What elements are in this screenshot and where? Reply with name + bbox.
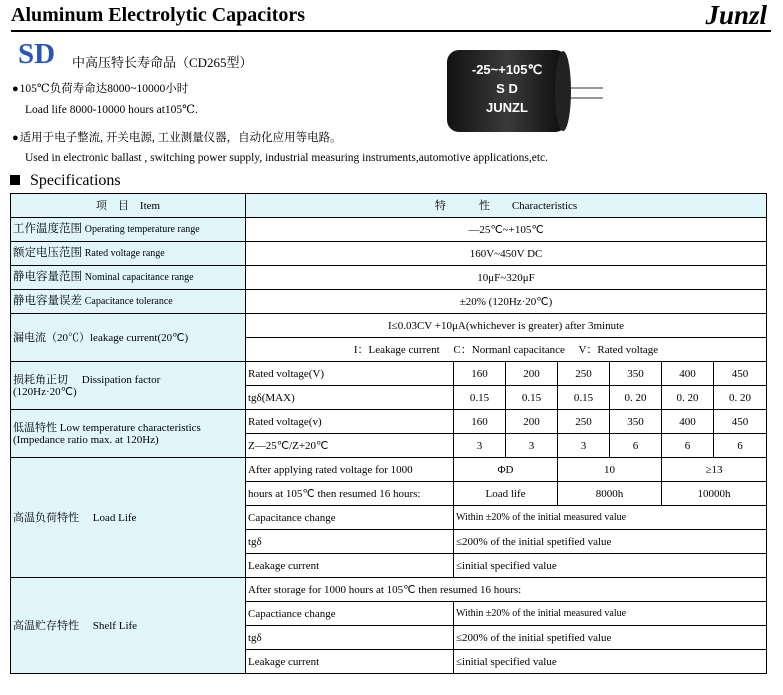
table-header-row [11, 194, 767, 218]
bullet-1-cn: 105℃负荷寿命达8000~10000小时 [19, 83, 189, 95]
cell: 450 [714, 362, 767, 386]
cell: 160 [454, 410, 506, 434]
cell: 0. 20 [714, 386, 767, 410]
cell: 3 [506, 434, 558, 458]
row-label: 漏电流（20℃）leakage current(20℃) [11, 314, 246, 362]
cell: 6 [662, 434, 714, 458]
bullet-1 [12, 80, 188, 96]
cell: 250 [558, 410, 610, 434]
sub-label: Leakage current [246, 554, 454, 578]
cell: 0. 20 [662, 386, 714, 410]
spec-table [10, 193, 767, 674]
cell: 3 [454, 434, 506, 458]
series-subtitle: 中高压特长寿命品（CD265型） [72, 55, 253, 70]
cell: 200 [506, 362, 558, 386]
capacitor-image [445, 46, 605, 136]
bullet-dot-icon: ● [12, 83, 19, 95]
row-value: I≤0.03CV +10μA(whichever is greater) after 3minute [246, 314, 767, 338]
table-row [11, 314, 767, 338]
cell-load-life: Load life [454, 482, 558, 506]
table-row [11, 266, 767, 290]
row-label: 静电容量误差 Capacitance tolerance [11, 290, 246, 314]
row-legend: I：Leakage current C：Normanl capacitance V：Rated voltage [246, 338, 767, 362]
row-value: 160V~450V DC [246, 242, 767, 266]
table-row [11, 362, 767, 386]
condition-line-1: After applying rated voltage for 1000 [246, 458, 454, 482]
cell: 0.15 [506, 386, 558, 410]
cap-text-brand: JUNZL [486, 100, 528, 115]
condition-line: After storage for 1000 hours at 105℃ then resumed 16 hours: [246, 578, 767, 602]
cell: 0. 20 [610, 386, 662, 410]
condition-line-2: hours at 105℃ then resumed 16 hours: [246, 482, 454, 506]
cell-10000h: 10000h [662, 482, 767, 506]
page-header [11, 2, 771, 32]
row-label: 静电容量范围 Nominal capacitance range [11, 266, 246, 290]
th-characteristics: 特 性 Characteristics [246, 194, 767, 218]
bullet-1-en: Load life 8000-10000 hours at105℃. [25, 104, 198, 116]
th-item: 项 目 Item [11, 194, 246, 218]
cap-text-series: S D [496, 81, 518, 96]
cell: 0.15 [558, 386, 610, 410]
cell: 400 [662, 410, 714, 434]
sub-label: Capacitance change [246, 506, 454, 530]
cell-8000h: 8000h [558, 482, 662, 506]
cell-phi: ΦD [454, 458, 558, 482]
header-title: Aluminum Electrolytic Capacitors [11, 4, 306, 26]
row-value: —25℃~+105℃ [246, 218, 767, 242]
table-row [11, 578, 767, 602]
cell-value: ≤initial specified value [454, 554, 767, 578]
row-label: 损耗角正切 Dissipation factor (120Hz·20℃) [11, 362, 246, 410]
row-label: 工作温度范围 Operating temperature range [11, 218, 246, 242]
cell-d10: 10 [558, 458, 662, 482]
sub-label: tgδ [246, 530, 454, 554]
sub-label: Capactiance change [246, 602, 454, 626]
cap-text-temp: -25~+105℃ [471, 62, 543, 77]
table-row [11, 290, 767, 314]
sub-label: Rated voltage(v) [246, 410, 454, 434]
bullet-2-cn: 适用于电子整流, 开关电源, 工业测量仪器，自动化应用等电路。 [19, 132, 342, 144]
sub-label: Z—25℃/Z+20℃ [246, 434, 454, 458]
brand-logo: Junzl [705, 0, 767, 30]
sub-label: tgδ(MAX) [246, 386, 454, 410]
cell: 6 [610, 434, 662, 458]
row-label: 高温贮存特性 Shelf Life [11, 578, 246, 674]
row-value: 10μF~320μF [246, 266, 767, 290]
section-title: Specifications [10, 172, 121, 190]
table-row [11, 458, 767, 482]
row-value: ±20% (120Hz·20℃) [246, 290, 767, 314]
sub-label: Rated voltage(V) [246, 362, 454, 386]
table-row [11, 218, 767, 242]
square-bullet-icon [10, 175, 20, 185]
cell: 200 [506, 410, 558, 434]
row-label: 低温特性 Low temperature characteristics (Impedance ratio max. at 120Hz) [11, 410, 246, 458]
cell: 160 [454, 362, 506, 386]
cell-value: Within ±20% of the initial measured value [454, 602, 767, 626]
cell: 250 [558, 362, 610, 386]
cell: 0.15 [454, 386, 506, 410]
bullet-2-en: Used in electronic ballast , switching power supply, industrial measuring instruments,automotive applications,etc. [25, 152, 549, 164]
cell-d13: ≥13 [662, 458, 767, 482]
cell-value: ≤initial specified value [454, 650, 767, 674]
sub-label: Leakage current [246, 650, 454, 674]
sub-label: tgδ [246, 626, 454, 650]
cell-value: ≤200% of the initial spetified value [454, 530, 767, 554]
row-label: 高温负荷特性 Load Life [11, 458, 246, 578]
cell: 350 [610, 410, 662, 434]
cell-value: ≤200% of the initial spetified value [454, 626, 767, 650]
bullet-2 [12, 129, 342, 145]
cell: 350 [610, 362, 662, 386]
bullet-dot-icon: ● [12, 132, 19, 144]
cell: 400 [662, 362, 714, 386]
cell-value: Within ±20% of the initial measured value [454, 506, 767, 530]
table-row [11, 242, 767, 266]
series-code: SD [18, 38, 56, 70]
cell: 3 [558, 434, 610, 458]
row-label: 额定电压范围 Rated voltage range [11, 242, 246, 266]
cell: 450 [714, 410, 767, 434]
table-row [11, 410, 767, 434]
cell: 6 [714, 434, 767, 458]
